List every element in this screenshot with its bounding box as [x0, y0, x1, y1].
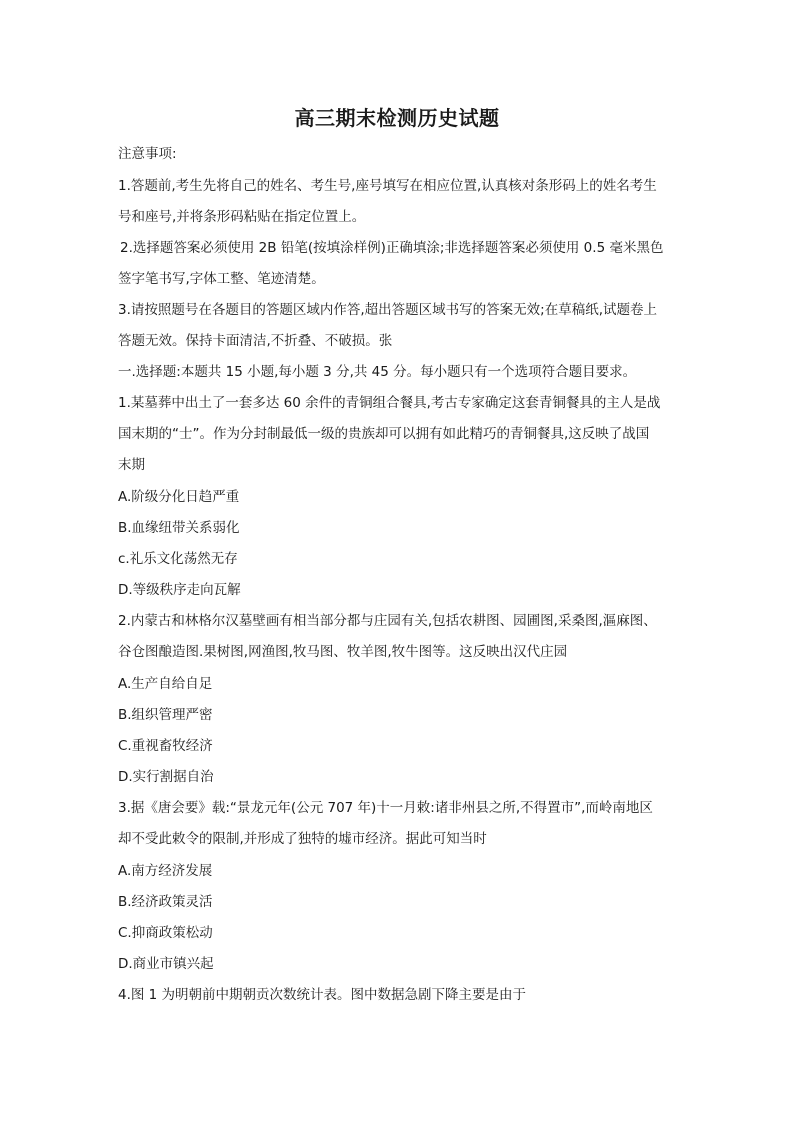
- q1-stem-line-2: 国末期的“士”。作为分封制最低一级的贵族却可以拥有如此精巧的青铜餐具,这反映了战国: [118, 426, 650, 442]
- q3-option-c: C.抑商政策松动: [118, 925, 213, 941]
- notice-2-line-1: 2.选择题答案必须使用 2B 铅笔(按填涂样例)正确填涂;非选择题答案必须使用 0.5 毫米黑色: [120, 240, 664, 256]
- q4-stem-line-1: 4.图 1 为明朝前中期朝贡次数统计表。图中数据急剧下降主要是由于: [118, 987, 527, 1003]
- q2-stem-line-1: 2.内蒙古和林格尔汉墓壁画有相当部分都与庄园有关,包括农耕图、园圃图,采桑图,漚麻图、: [118, 613, 657, 629]
- notice-heading: 注意事项:: [118, 146, 177, 162]
- q1-option-c: c.礼乐文化荡然无存: [118, 551, 238, 567]
- q2-stem-line-2: 谷仓图酿造图.果树图,网渔图,牧马图、牧羊图,牧牛图等。这反映出汉代庄园: [118, 644, 568, 660]
- notice-1-line-2: 号和座号,并将条形码粘贴在指定位置上。: [118, 209, 366, 225]
- q3-stem-line-2: 却不受此敕令的限制,并形成了独特的墟市经济。据此可知当时: [118, 831, 487, 847]
- q1-option-b: B.血缘纽带关系弱化: [118, 520, 240, 536]
- notice-1-line-1: 1.答题前,考生先将自己的姓名、考生号,座号填写在相应位置,认真核对条形码上的姓名考生: [118, 178, 657, 194]
- q3-option-b: B.经济政策灵活: [118, 894, 213, 910]
- q1-option-a: A.阶级分化日趋严重: [118, 489, 240, 505]
- notice-3-line-1: 3.请按照题号在各题目的答题区域内作答,超出答题区域书写的答案无效;在草稿纸,试题卷上: [118, 302, 658, 318]
- q2-option-c: C.重视畜牧经济: [118, 738, 213, 754]
- q1-stem-line-3: 末期: [118, 457, 145, 473]
- q1-option-d: D.等级秩序走向瓦解: [118, 582, 241, 598]
- q3-option-d: D.商业市镇兴起: [118, 956, 214, 972]
- notice-3-line-2: 答题无效。保持卡面清洁,不折叠、不破损。张: [118, 333, 393, 349]
- notice-2-line-2: 签字笔书写,字体工整、笔迹清楚。: [118, 271, 325, 287]
- q2-option-a: A.生产自给自足: [118, 676, 213, 692]
- q1-stem-line-1: 1.某墓葬中出土了一套多达 60 余件的青铜组合餐具,考古专家确定这套青铜餐具的主人是战: [118, 395, 661, 411]
- q3-option-a: A.南方经济发展: [118, 863, 213, 879]
- section-1-heading: 一.选择题:本题共 15 小题,每小题 3 分,共 45 分。每小题只有一个选项符合题目要求。: [118, 364, 637, 380]
- q3-stem-line-1: 3.据《唐会要》载:“景龙元年(公元 707 年)十一月敕:诸非州县之所,不得置市”,而岭南地区: [118, 800, 653, 816]
- q2-option-d: D.实行割据自治: [118, 769, 214, 785]
- q2-option-b: B.组织管理严密: [118, 707, 213, 723]
- exam-title: 高三期末检测历史试题: [294, 106, 500, 130]
